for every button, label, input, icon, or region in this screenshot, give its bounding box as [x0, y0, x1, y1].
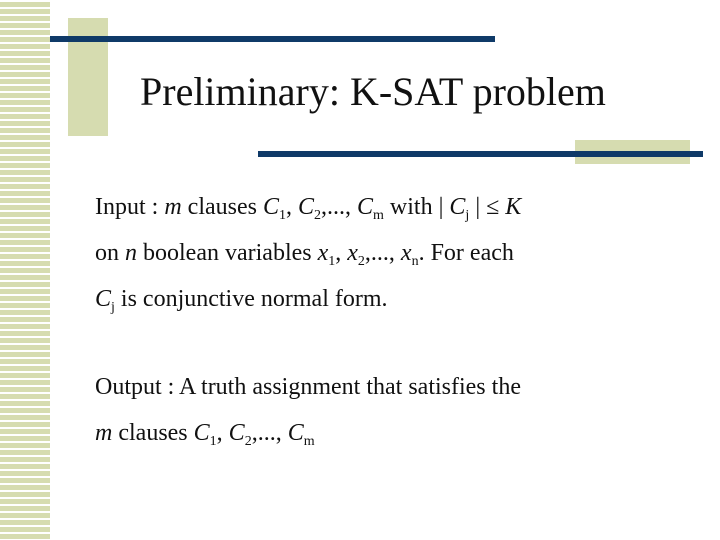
- subscript: j: [465, 208, 470, 223]
- var-x: x: [317, 240, 329, 266]
- output-line-1: [95, 372, 521, 402]
- text-clauses: clauses: [181, 194, 263, 220]
- text-cnf: is conjunctive normal form.: [114, 286, 388, 312]
- var-c: C: [95, 286, 112, 312]
- subscript: 2: [244, 434, 252, 449]
- subscript: m: [303, 434, 315, 449]
- input-line-2: on n boolean variables $x_1$, $x_2$,..., $x_n$. For each: [95, 240, 514, 269]
- var-n: n: [125, 240, 137, 266]
- decorative-stripe: [0, 0, 50, 540]
- var-c: C: [262, 194, 279, 220]
- var-c: C: [287, 420, 304, 446]
- var-k: K: [505, 194, 522, 220]
- input-line-1: Input : m clauses $C_1$, $C_2$,..., $C_m$ with | $C_j$ | ≤ K: [95, 194, 522, 223]
- subscript: 2: [357, 254, 365, 269]
- subscript: 1: [209, 434, 217, 449]
- input-label: Input :: [95, 194, 159, 220]
- text-le: | ≤: [469, 194, 506, 220]
- subscript: j: [111, 300, 115, 315]
- var-m: m: [164, 194, 182, 220]
- var-x: x: [400, 240, 412, 266]
- text-boolean: boolean variables: [137, 240, 318, 266]
- var-c: C: [449, 194, 466, 220]
- subscript: 1: [328, 254, 336, 269]
- text-for-each: . For each: [418, 240, 514, 266]
- var-c: C: [228, 420, 245, 446]
- subscript: 1: [279, 208, 286, 223]
- output-label: Output : A truth assignment that satisfies the: [95, 374, 521, 400]
- subscript: 2: [314, 208, 322, 223]
- var-c: C: [298, 194, 315, 220]
- output-line-2: m clauses $C_1$, $C_2$,..., $C_m$: [95, 420, 315, 449]
- input-line-3: [95, 284, 388, 323]
- var-c: C: [193, 420, 210, 446]
- text-with: with |: [383, 194, 450, 220]
- subscript: m: [373, 208, 384, 223]
- text-clauses: clauses: [112, 420, 194, 446]
- text-on: on: [95, 240, 125, 266]
- title-top-rule: [50, 36, 495, 42]
- var-x: x: [347, 240, 358, 266]
- slide-title: Preliminary: K-SAT problem: [140, 69, 606, 114]
- var-m: m: [95, 420, 113, 446]
- title-bottom-rule: [258, 151, 703, 157]
- subscript: n: [411, 254, 419, 269]
- var-c: C: [357, 194, 374, 220]
